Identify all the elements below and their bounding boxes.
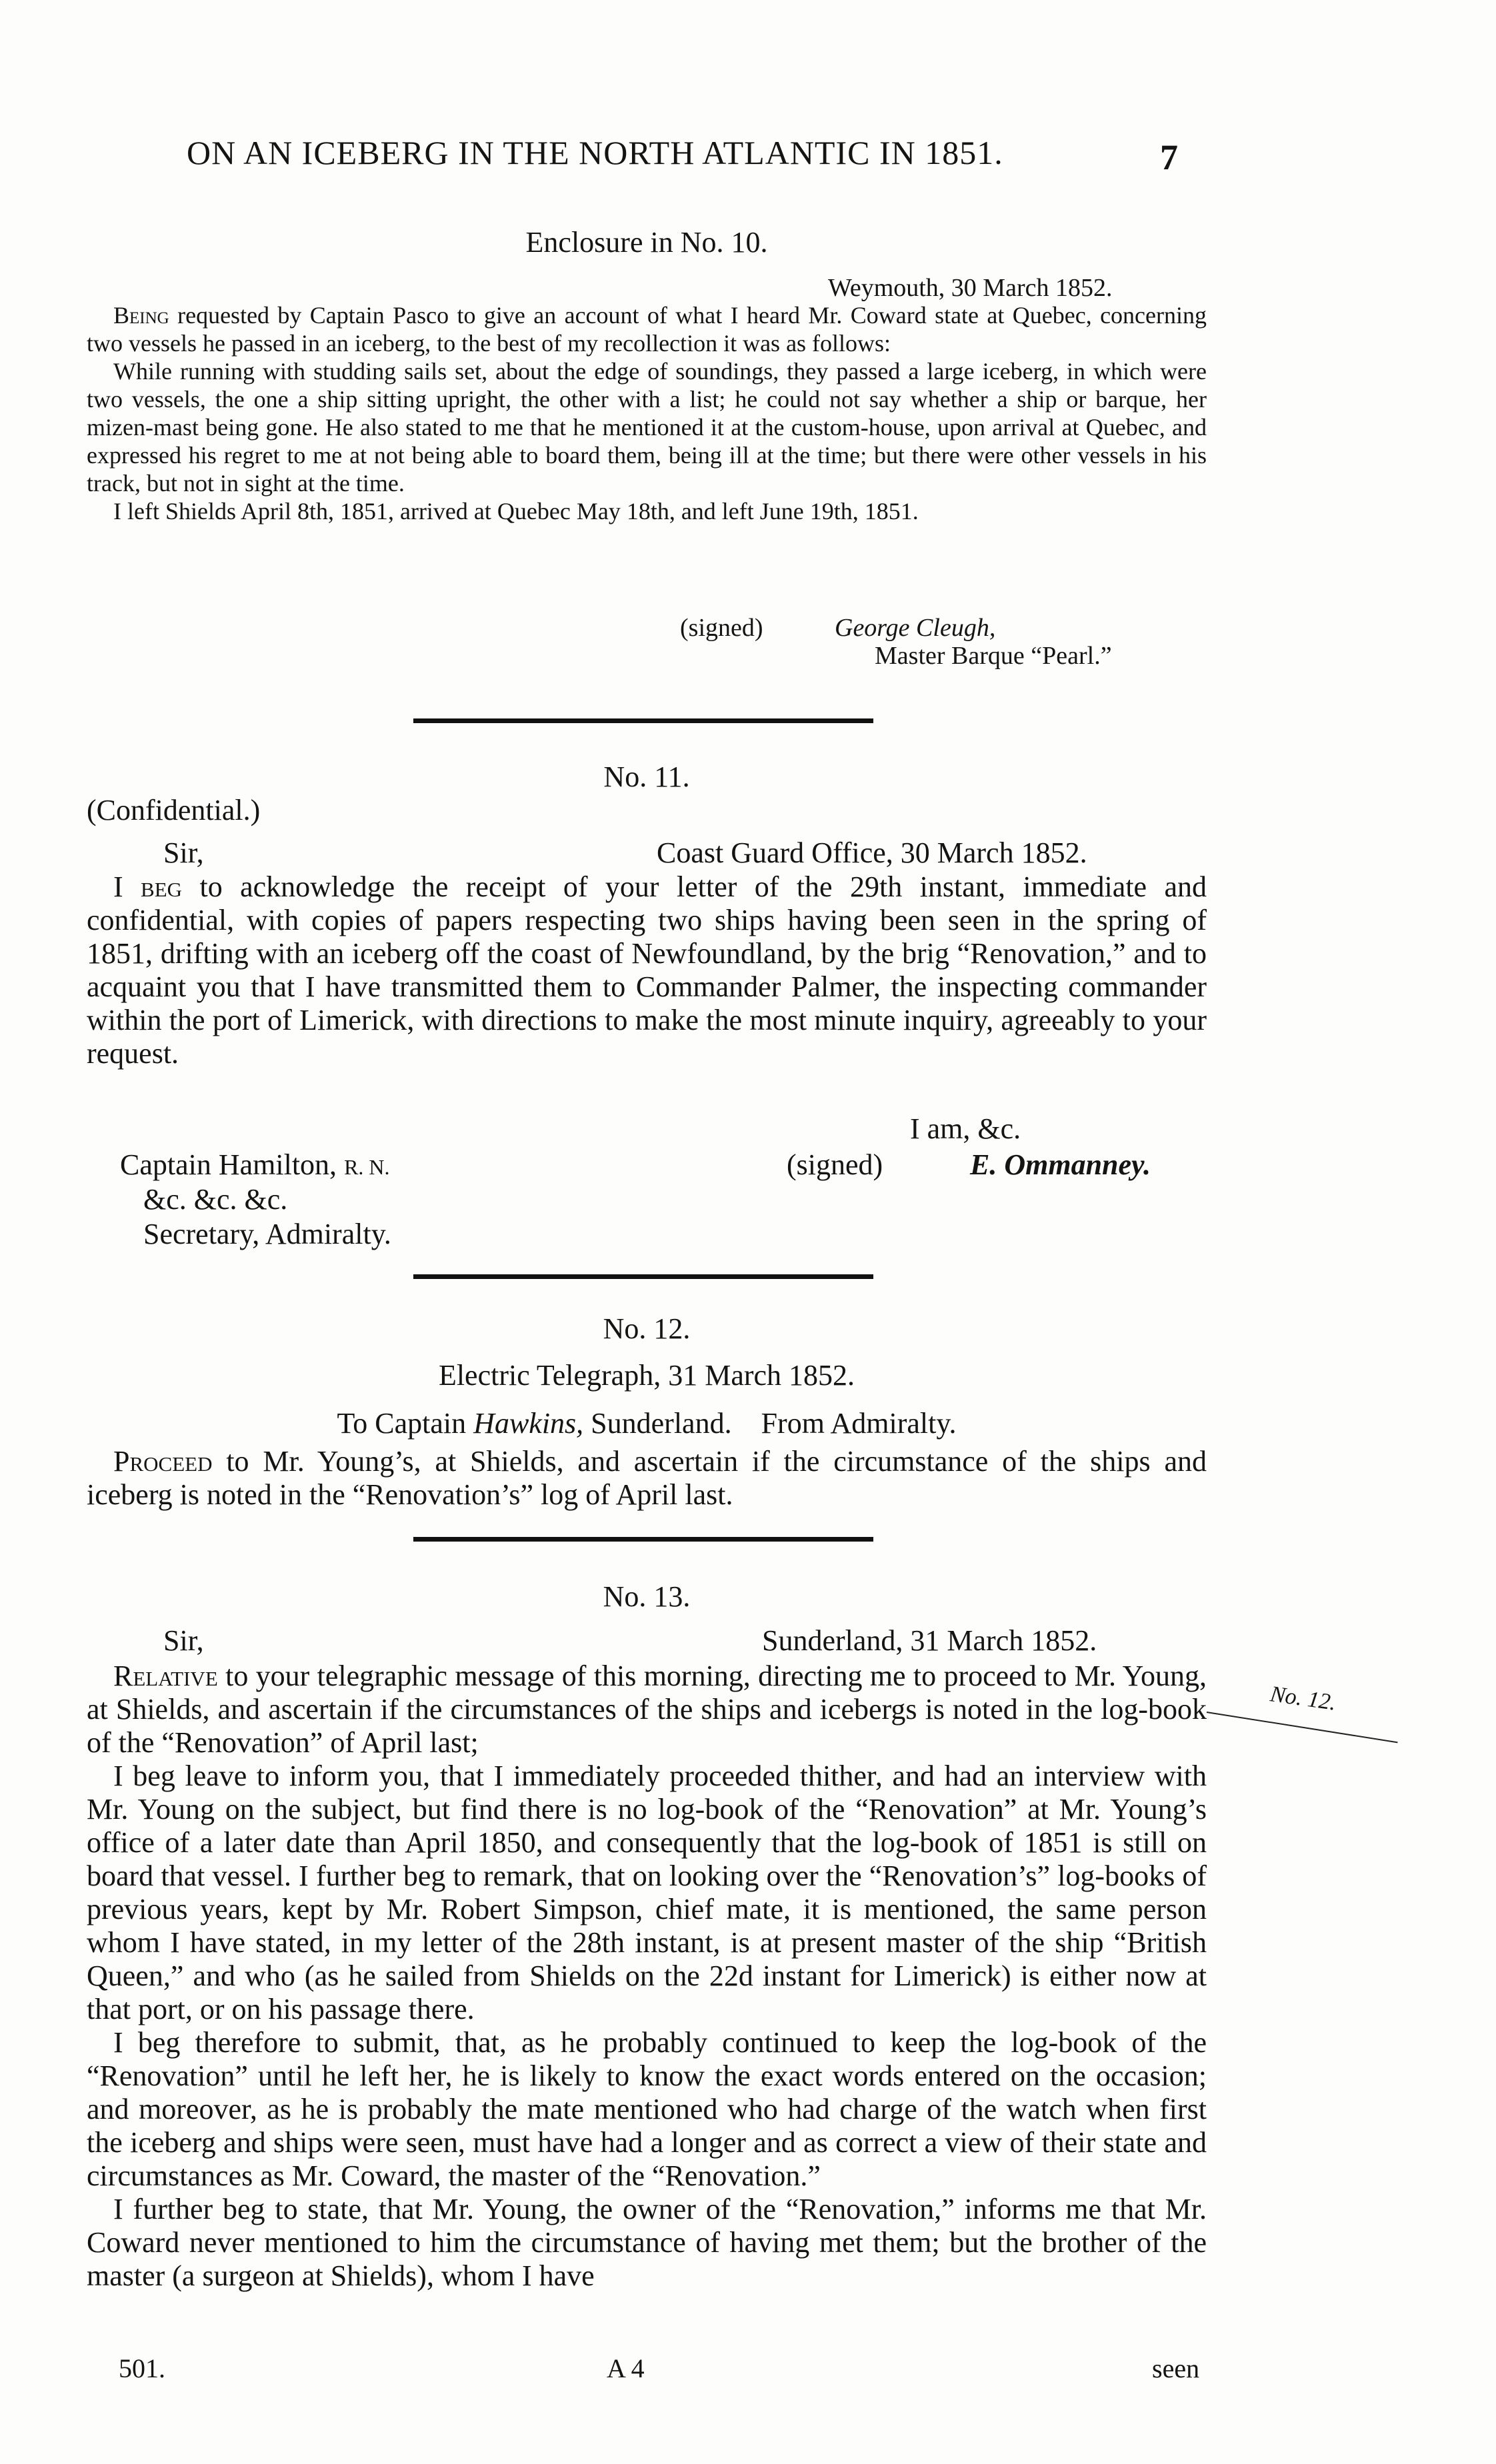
- no13-salutation: Sir,: [163, 1624, 204, 1657]
- no11-signer: E. Ommanney.: [970, 1148, 1151, 1181]
- margin-reference-line: [1207, 1712, 1398, 1743]
- no11-salutation: Sir,: [163, 836, 204, 869]
- page-number: 7: [1160, 137, 1178, 177]
- no11-confidential-label: (Confidential.): [87, 794, 261, 826]
- no13-para-3: I beg therefore to submit, that, as he probably continued to keep the log-book of the “Renovation” until he left her, he is likely to know the exact words entered on the occasion; and moreover, as he is probably the mate mentioned who had charge of the watch when first the iceberg and ships were seen, must have had a longer and as correct a view of their state and circumstances as Mr. Coward, the master of the “Renovation.”: [87, 2026, 1207, 2192]
- running-title: ON AN ICEBERG IN THE NORTH ATLANTIC IN 1851.: [187, 134, 1003, 171]
- section-divider: [413, 1274, 873, 1279]
- no12-address-line: To Captain Hawkins, Sunderland. From Admiralty.: [337, 1407, 957, 1440]
- no11-dateline: Coast Guard Office, 30 March 1852.: [657, 836, 1087, 869]
- no11-addressee-3: Secretary, Admiralty.: [143, 1218, 391, 1250]
- enclosure-body: Being requested by Captain Pasco to give an account of what I heard Mr. Coward state at Quebec, concerning two vessels he passed in an iceberg, to the best of my recollection it was as follows: While running with studding sails set, about the edge of soundings, they passed a large iceberg, in which were two vessels, the one a ship sitting upright, the other with a list; he could not say whether a ship or barque, her mizen-mast being gone. He also stated to me that he mentioned it at the custom-house, upon arrival at Quebec, and expressed his regret to me at not being able to board them, being ill at the time; but there were other vessels in his track, but not in sight at the time. I left Shields April 8th, 1851, arrived at Quebec May 18th, and left June 19th, 1851.: [87, 302, 1207, 525]
- enclosure-lead-word: Being: [113, 302, 169, 329]
- no11-addressee-1: Captain Hamilton, R. N.: [120, 1148, 390, 1181]
- no12-heading: No. 12.: [603, 1312, 691, 1345]
- footer-sheet-number: 501.: [119, 2353, 165, 2383]
- no12-telegraph-line: Electric Telegraph, 31 March 1852.: [438, 1359, 855, 1392]
- no13-para-2: I beg leave to inform you, that I immediately proceeded thither, and had an interview with Mr. Young on the subject, but find there is no log-book of the “Renovation” at Mr. Young’s office of a later date than April 1850, and consequently that the log-book of 1851 is still on board that vessel. I further beg to remark, that on looking over the “Renovation’s” log-books of previous years, kept by Mr. Robert Simpson, chief mate, it is mentioned, the same person whom I have stated, in my letter of the 28th instant, is at present master of the ship “British Queen,” and who (as he sailed from Shields on the 22d instant for Limerick) is either now at that port, or on his passage there.: [87, 1760, 1207, 2025]
- margin-reference-note: No. 12.: [1268, 1682, 1338, 1716]
- enclosure-heading: Enclosure in No. 10.: [525, 226, 768, 259]
- footer-catchword: seen: [1152, 2353, 1200, 2383]
- no13-body: Relative to your telegraphic message of this morning, directing me to proceed to Mr. Young, at Shields, and ascertain if the circumstances of the ships and icebergs is noted in the log-book of the “Renovation” of April last; I beg leave to inform you, that I immediately proceeded thither, and had an interview with Mr. Young on the subject, but find there is no log-book of the “Renovation” at Mr. Young’s office of a later date than April 1850, and consequently that the log-book of 1851 is still on board that vessel. I further beg to remark, that on looking over the “Renovation’s” log-books of previous years, kept by Mr. Robert Simpson, chief mate, it is mentioned, the same person whom I have stated, in my letter of the 28th instant, is at present master of the ship “British Queen,” and who (as he sailed from Shields on the 22d instant for Limerick) is either now at that port, or on his passage there. I beg therefore to submit, that, as he probably continued to keep the log-book of the “Renovation” until he left her, he is likely to know the exact words entered on the occasion; and moreover, as he is probably the mate mentioned who had charge of the watch when first the iceberg and ships were seen, must have had a longer and as correct a view of their state and circumstances as Mr. Coward, the master of the “Renovation.” I further beg to state, that Mr. Young, the owner of the “Renovation,” informs me that Mr. Coward never mentioned to him the circumstance of having met them; but the brother of the master (a surgeon at Shields), whom I have: [87, 1660, 1207, 2292]
- enclosure-para-3: I left Shields April 8th, 1851, arrived at Quebec May 18th, and left June 19th, 1851.: [113, 498, 919, 525]
- enclosure-para-2: While running with studding sails set, about the edge of soundings, they passed a large iceberg, in which were two vessels, the one a ship sitting upright, the other with a list; he could not say whether a ship or barque, her mizen-mast being gone. He also stated to me that he mentioned it at the custom-house, upon arrival at Quebec, and expressed his regret to me at not being able to board them, being ill at the time; but there were other vessels in his track, but not in sight at the time.: [87, 358, 1207, 497]
- no11-closing: I am, &c.: [910, 1112, 1021, 1145]
- no12-body: Proceed to Mr. Young’s, at Shields, and ascertain if the circumstance of the ships and iceberg is noted in the “Renovation’s” log of April last.: [87, 1445, 1207, 1511]
- no11-addressee-2: &c. &c. &c.: [143, 1183, 288, 1216]
- no11-signed: (signed): [787, 1148, 883, 1181]
- no13-dateline: Sunderland, 31 March 1852.: [762, 1624, 1097, 1657]
- no11-heading: No. 11.: [603, 760, 690, 793]
- no13-para-4: I further beg to state, that Mr. Young, the owner of the “Renovation,” informs me that Mr. Coward never mentioned to him the circumstance of having met them; but the brother of the master (a surgeon at Shields), whom I have: [87, 2193, 1207, 2292]
- no13-heading: No. 13.: [603, 1580, 691, 1613]
- enclosure-signer: George Cleugh,: [835, 614, 996, 642]
- footer-signature-mark: A 4: [607, 2353, 645, 2383]
- enclosure-signed: (signed): [680, 614, 763, 642]
- section-divider: [413, 1537, 873, 1542]
- enclosure-dateline: Weymouth, 30 March 1852.: [828, 274, 1113, 302]
- section-divider: [413, 718, 873, 723]
- no11-body: I beg to acknowledge the receipt of your letter of the 29th instant, immediate and confidential, with copies of papers respecting two ships having been seen in the spring of 1851, drifting with an iceberg off the coast of Newfoundland, by the brig “Renovation,” and to acquaint you that I have transmitted them to Commander Palmer, the inspecting commander within the port of Limerick, with directions to make the most minute inquiry, agreeably to your request.: [87, 870, 1207, 1070]
- enclosure-signer-title: Master Barque “Pearl.”: [875, 642, 1112, 670]
